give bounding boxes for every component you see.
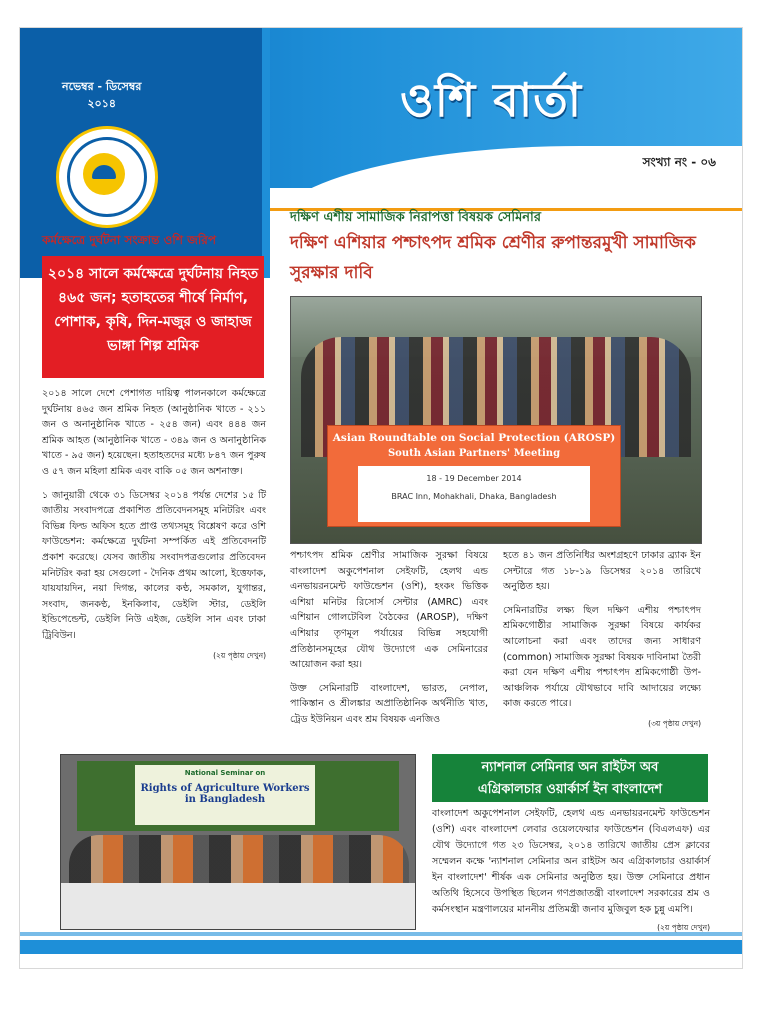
speaker-table [61,883,415,929]
left-column [42,386,266,663]
issue-year: ২০১৪ [87,97,116,110]
backdrop-line-2: Rights of Agriculture Workers in Bangladesh [140,783,310,805]
article-column-1 [290,548,488,736]
masthead [20,28,742,206]
seminar-headline-line-1: ন্যাশনাল সেমিনার অন রাইটস অব [481,760,659,775]
footer-bar [20,940,742,954]
article-continued-note: (৩য় পৃষ্ঠায় দেখুন) [648,718,701,728]
issue-date [62,78,141,112]
article-column-2 [503,548,701,732]
article-paragraph-4: সেমিনারটির লক্ষ্য ছিল দক্ষিণ এশীয় পশ্চাৎপদ শ্রমিকগোষ্ঠীর সামাজিক সুরক্ষা বিষয়ে কার্যকর আলোচনা করা এবং তাদের জন্য সাধারণ (common) সামাজিক সুরক্ষা বিষয়ক দাবিনামা তৈরী করা যেন দক্ষিণ এশীয় পশ্চাৎপদ শ্রমিকগোষ্ঠী উপ-আঞ্চলিক পর্যায়ে যৌথভাবে দাবি আদায়ের লক্ষ্যে কাজ করতে পারে। [503,604,701,710]
arosp-banner [327,425,621,527]
oshe-foundation-logo-icon [56,126,158,228]
seminar-paragraph: বাংলাদেশ অকুপেশনাল সেইফটি, হেলথ এন্ড এনভায়রনমেন্ট ফাউন্ডেশন (ওশি) এবং বাংলাদেশ লেবার ওয়েলফেয়ার ফাউন্ডেশন (বিএলএফ) এর যৌথ উদ্যোগে গত ২৩ ডিসেম্বর, ২০১৪ তারিখে জাতীয় প্রেস ক্লাবের সম্মেলন কক্ষে 'ন্যাশনাল সেমিনার অন রাইটস অব এগ্রিকালচার ওয়ার্কার্স ইন বাংলাদেশ' শীর্ষক এক সেমিনার অনুষ্ঠিত হয়। উক্ত সেমিনারে প্রধান অতিথি হিসেবে উপস্থিত ছিলেন গণপ্রজাতন্ত্রী বাংলাদেশ সরকারের শ্রম ও কর্মসংস্থান মন্ত্রণালয়ের মাননীয় প্রতিমন্ত্রী জনাব মুজিবুল হক চুন্নু এমপি। [432,808,710,915]
banner-title: Asian Roundtable on Social Protection (AROSP) [332,432,616,444]
article-headline: দক্ষিণ এশিয়ার পশ্চাৎপদ শ্রমিক শ্রেণীর রুপান্তরমুখী সামাজিক সুরক্ষার দাবি [290,233,696,283]
seminar-continued-note: (২য় পৃষ্ঠায় দেখুন) [657,923,710,932]
banner-venue: BRAC Inn, Mohakhali, Dhaka, Bangladesh [391,492,557,501]
seminar-body [432,806,710,936]
issue-months: নভেম্বর - ডিসেম্বর [62,80,142,93]
newsletter-title: ওশি বার্তা [400,73,583,127]
helmet-icon [83,153,125,195]
article-paragraph-1: পশ্চাৎপদ শ্রমিক শ্রেণীর সামাজিক সুরক্ষা বিষয়ে বাংলাদেশ অকুপেশনাল সেইফটি, হেলথ এন্ড এনভায়রনমেন্ট ফাউন্ডেশন (ওশি), হংকং ভিত্তিক এশিয়া মনিটর রিসোর্স সেন্টার (AMRC) এবং এশিয়ান গোলটেবিল বৈঠকের (AROSP), দক্ষিণ এশিয়ার তৃণমূল পর্যায়ের বিভিন্ন সহযোগী প্রতিষ্ঠানসমূহের যৌথ উদ্যোগে এক সেমিনারের আয়োজন করা হয়। [290,550,488,671]
article-paragraph-2: উক্ত সেমিনারটি বাংলাদেশ, ভারত, নেপাল, পাকিস্তান ও শ্রীলঙ্কার অপ্রাতিষ্ঠানিক অর্থনীতি খাত, ট্রেড ইউনিয়ন এবং শ্রম বিষয়ক এনজিও [290,682,488,725]
red-headline-box: ২০১৪ সালে কর্মক্ষেত্রে দুর্ঘটনায় নিহত ৪৬৫ জন; হতাহতের শীর্ষে নির্মাণ, পোশাক, কৃষি, দিন-মজুর ও জাহাজ ভাঙ্গা শিল্প শ্রমিক [42,256,264,378]
banner-dates: 18 - 19 December 2014 [426,474,522,483]
issue-number: সংখ্যা নং - ০৬ [642,155,716,169]
article-kicker: দক্ষিণ এশীয় সামাজিক নিরাপত্তা বিষয়ক সেমিনার [290,210,541,225]
article-paragraph-3: হতে ৪১ জন প্রতিনিধির অংশগ্রহণে ঢাকার ব্র্যাক ইন সেন্টারে গত ১৮-১৯ ডিসেম্বর ২০১৪ তারিখে অনুষ্ঠিত হয়। [503,550,701,593]
backdrop-line-1: National Seminar on [184,769,266,777]
seminar-photo [60,754,416,930]
section-tag: কর্মক্ষেত্রে দুর্ঘটনা সংক্রান্ত ওশি জরিপ [42,233,217,247]
left-paragraph-2: ১ জানুয়ারী থেকে ৩১ ডিসেম্বর ২০১৪ পর্যন্ত দেশের ১৫ টি জাতীয় সংবাদপত্রে প্রকাশিত প্রতিবেদনসমূহ মনিটরিং এবং বিভিন্ন ফিল্ড অফিস হতে প্রাপ্ত তথ্যসমূহ বিশ্লেষণ করে ওশি ফাউন্ডেশন: কর্মক্ষেত্রে দুর্ঘটনা সম্পর্কিত এই প্রতিবেদনটি প্রকাশ করেছে। যেসব জাতীয় সংবাদপত্রগুলোর প্রতিবেদন মনিটরিং করা হয় সেগুলো - দৈনিক প্রথম আলো, ইত্তেফাক, যায়যায়দিন, নয়া দিগন্ত, কালের কণ্ঠ, সমকাল, যুগান্তর, সংবাদ, জনকণ্ঠ, ইনকিলাব, ডেইলি স্টার, ডেইলি ইন্ডিপেন্ডেন্ট, ডেইলি নিউ এইজ, ডেইলি সান এবং ঢাকা ট্রিবিউন। [42,489,266,641]
continued-note: (২য় পৃষ্ঠায় দেখুন) [213,650,266,660]
left-paragraph-1: ২০১৪ সালে দেশে পেশাগত দায়িত্ব পালনকালে কর্মক্ষেত্রে দুর্ঘটনায় ৪৬৫ জন শ্রমিক নিহত (আনুষ্ঠানিক খাতে - ২১১ জন ও অনানুষ্ঠানিক খাতে - ২৫৪ জন) এবং ৪৪৪ জন শ্রমিক আহত (আনুষ্ঠানিক খাতে - ৩৪৯ জন ও অনানুষ্ঠানিক খাতে - ৯৫ জন) হয়েছেন। হতাহতদের মধ্যে ৮৪৭ জন পুরুষ ও ৫৭ জন মহিলা শ্রমিক এবং বাকি ০৫ জন অশনাক্ত। [42,388,266,477]
seminar-headline-line-2: এগ্রিকালচার ওয়ার্কার্স ইন বাংলাদেশ [477,782,663,797]
banner-subtitle: South Asian Partners' Meeting [387,448,561,459]
newsletter-page [20,28,742,968]
seminar-headline-box [432,754,708,802]
group-photo [290,296,702,544]
